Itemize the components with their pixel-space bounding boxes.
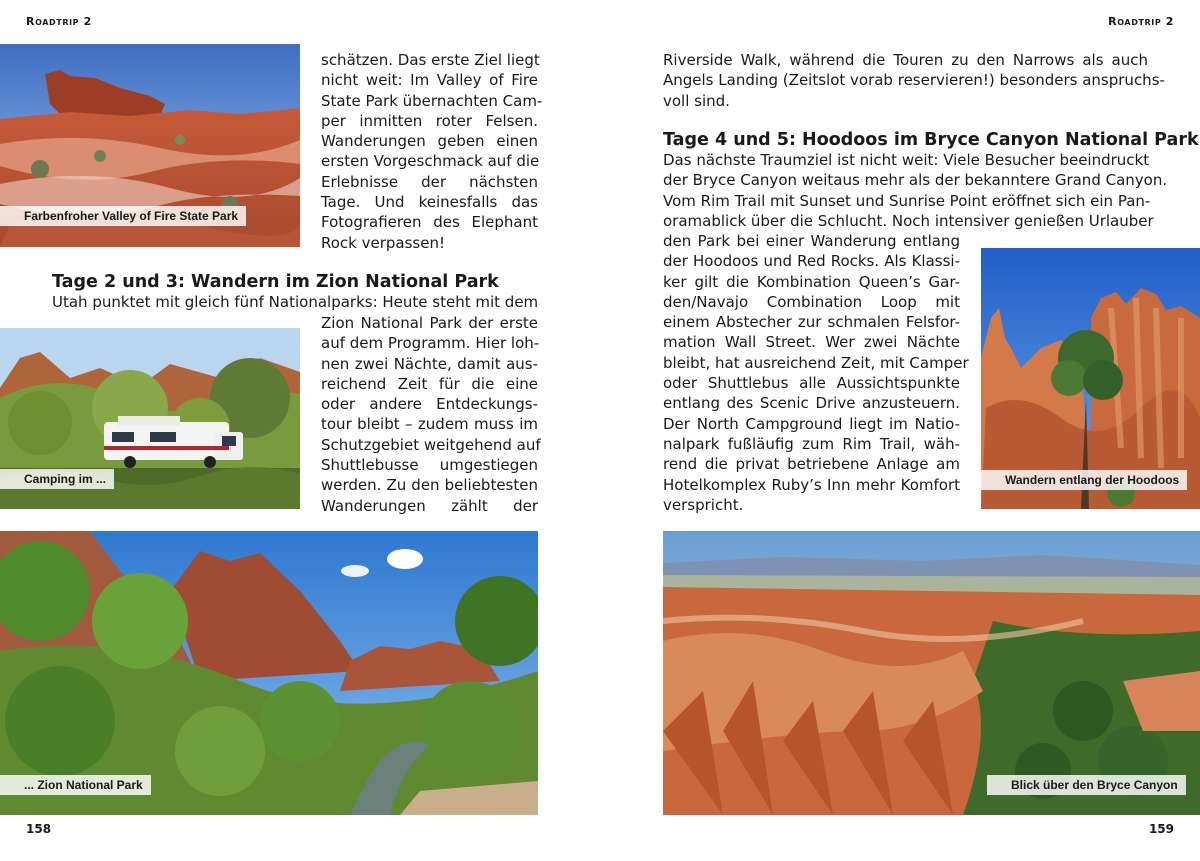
text-line: einem Abstecher zur schmalen Felsfor-: [663, 313, 960, 332]
text-line: voll sind.: [663, 91, 730, 110]
text-line: Das nächste Traumziel ist nicht weit: Viele Besucher beeindruckt: [663, 151, 1150, 169]
text-line: rend die privat betriebene Anlage am: [663, 455, 960, 474]
page-number: 158: [26, 822, 52, 836]
text-line: Tage. Und keinesfalls das: [321, 193, 538, 212]
page-number: 159: [1148, 822, 1174, 836]
text-line: per inmitten roter Felsen.: [321, 111, 538, 130]
body-column-1: [321, 50, 543, 253]
text-line: nen zwei Nächte, damit aus-: [321, 354, 538, 373]
text-line: oramablick über die Schlucht. Noch intensiver genießen Urlauber: [663, 211, 1154, 230]
text-line: ersten Vorgeschmack auf die: [321, 152, 540, 171]
text-line: bleibt, hat ausreichend Zeit, mit Camper: [663, 353, 969, 372]
text-line: auf dem Programm. Hier loh-: [321, 334, 540, 353]
section-heading: Tage 2 und 3: Wandern im Zion National Park: [52, 272, 499, 292]
text-line: Rock verpassen!: [321, 233, 445, 252]
text-line: tour bleibt – zudem muss im: [321, 415, 538, 434]
zion-national-park-photo: [0, 531, 538, 815]
text-line: mation Wall Street. Wer zwei Nächte: [663, 333, 960, 352]
text-line: Wanderungen geben einen: [321, 132, 538, 151]
text-line: den Park bei einer Wanderung entlang: [663, 232, 960, 250]
text-line: oder andere Entdeckungs-: [321, 395, 538, 414]
photo-caption: Farbenfroher Valley of Fire State Park: [0, 206, 246, 226]
text-line: entlang des Scenic Drive anzusteuern.: [663, 394, 960, 413]
text-line: State Park übernachten Cam-: [321, 91, 543, 110]
intro-paragraph: [663, 50, 1165, 111]
photo-caption: Blick über den Bryce Canyon: [987, 775, 1186, 795]
text-line: Vom Rim Trail mit Sunset und Sunrise Point eröffnet sich ein Pan-: [663, 191, 1151, 210]
running-head: Roadtrip 2: [1108, 15, 1174, 28]
text-line: Utah punktet mit gleich fünf Nationalparks: Heute steht mit dem: [52, 293, 539, 311]
text-line: oder Shuttlebus alle Aussichtspunkte: [663, 374, 960, 393]
photo-caption: Wandern entlang der Hoodoos: [981, 470, 1187, 490]
photo-caption: Camping im ...: [0, 469, 114, 489]
text-line: Schutzgebiet weitgehend auf: [321, 435, 541, 454]
section-heading: Tage 4 und 5: Hoodoos im Bryce Canyon National Park: [663, 130, 1199, 150]
text-line: Riverside Walk, während die Touren zu den Narrows als auch: [663, 51, 1148, 69]
body-column: [663, 231, 969, 515]
text-line: Shuttlebusse umgestiegen: [321, 456, 538, 475]
text-line: Hotelkomplex Ruby’s Inn mehr Komfort: [663, 475, 960, 494]
text-line: der Hoodoos und Red Rocks. Als Klassi-: [663, 252, 960, 271]
text-line: verspricht.: [663, 495, 744, 514]
text-line: Der North Campground liegt im Natio-: [663, 414, 960, 433]
running-head: Roadtrip 2: [26, 15, 92, 28]
text-line: Angels Landing (Zeitslot vorab reservieren!) besonders anspruchs-: [663, 71, 1165, 90]
text-line: nalpark fußläufig zum Rim Trail, wäh-: [663, 434, 960, 453]
text-line: Zion National Park der erste: [321, 314, 538, 332]
text-line: Erlebnisse der nächsten: [321, 172, 538, 191]
text-line: reichend Zeit für die eine: [321, 374, 538, 393]
body-column-2: [321, 313, 541, 516]
bryce-canyon-photo: [663, 531, 1200, 815]
text-line: den/Navajo Combination Loop mit: [663, 292, 960, 311]
text-line: werden. Zu den beliebtesten: [321, 476, 538, 495]
text-line: ker gilt die Kombination Queen’s Gar-: [663, 272, 960, 291]
text-line: der Bryce Canyon weitaus mehr als der bekanntere Grand Canyon.: [663, 171, 1168, 190]
body-full-line: [52, 292, 538, 312]
text-line: Wanderungen zählt der: [321, 496, 538, 515]
text-line: schätzen. Das erste Ziel liegt: [321, 51, 540, 69]
right-page: [600, 0, 1200, 861]
text-line: Fotografieren des Elephant: [321, 213, 538, 232]
body-full-lines: [663, 150, 1168, 231]
photo-caption: ... Zion National Park: [0, 775, 151, 795]
text-line: nicht weit: Im Valley of Fire: [321, 71, 538, 90]
